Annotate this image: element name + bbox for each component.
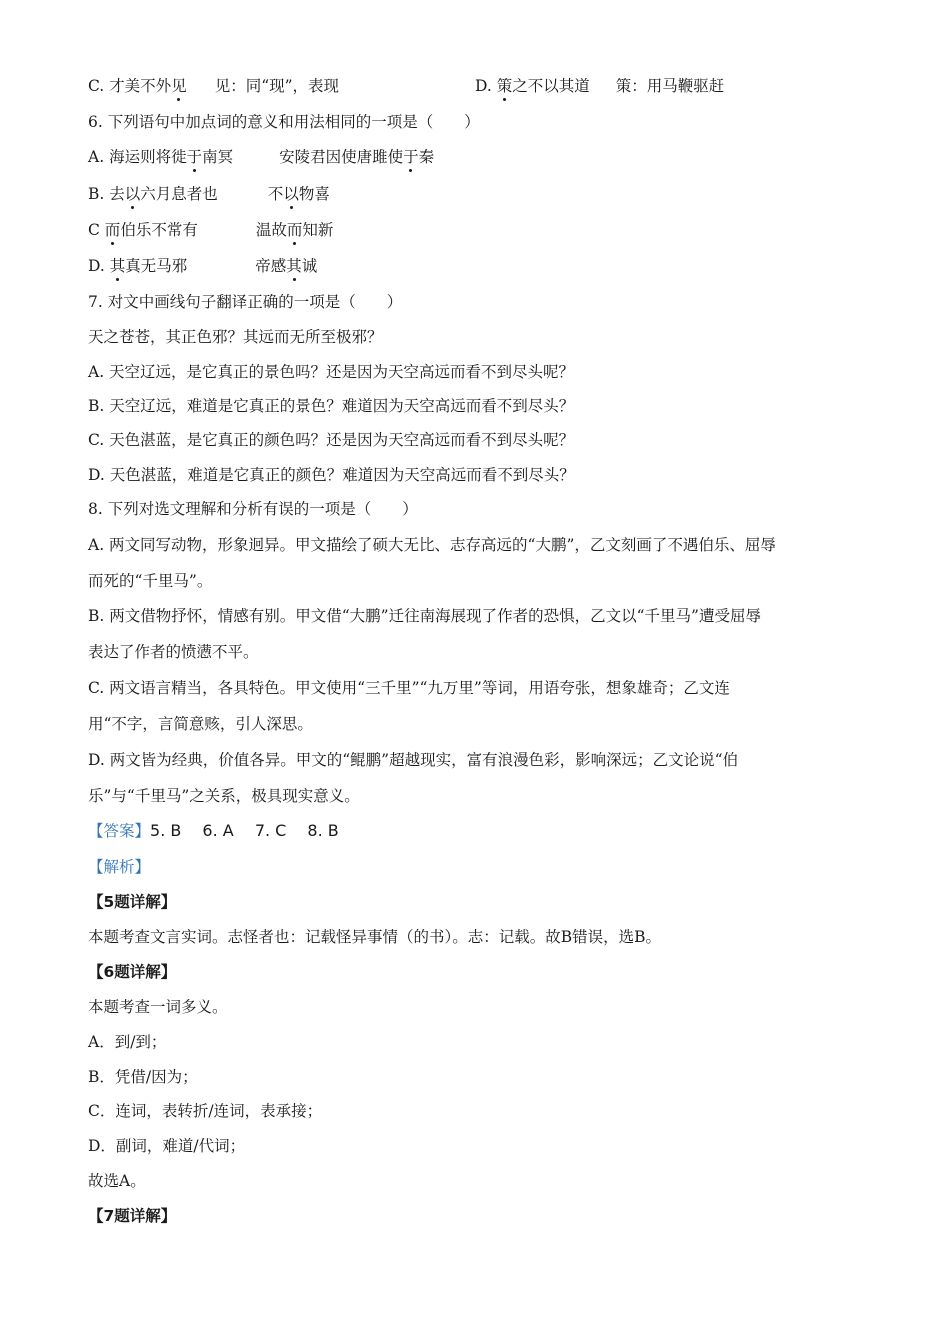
q5-d-dotted: 策 bbox=[496, 77, 513, 95]
q6-b-s1-pre: 去 bbox=[109, 185, 125, 203]
q6-option-a bbox=[88, 146, 434, 168]
q8-option-d-line1: D. 两文皆为经典，价值各异。甲文的“鲲鹏”超越现实，富有浪漫色彩，影响深远；乙文论说“伯 bbox=[88, 751, 739, 769]
q6-c-label: C bbox=[88, 221, 105, 239]
q5-d-rest: 之不以其道 bbox=[512, 77, 590, 95]
q6-detail-conclusion: 故选A。 bbox=[88, 1172, 146, 1190]
answer-text: 5. B 6. A 7. C 8. B bbox=[150, 821, 339, 840]
q7-option-b: B. 天空辽远，难道是它真正的景色？难道因为天空高远而看不到尽头？ bbox=[88, 397, 575, 415]
q6-d-s1-post: 真无马邪 bbox=[125, 257, 188, 275]
answer-label: 【答案】 bbox=[88, 822, 151, 840]
q6-option-d bbox=[88, 255, 317, 277]
q6-detail-a: A．到/到； bbox=[88, 1033, 167, 1051]
q6-a-s1-pre: 海运则将徙 bbox=[109, 148, 187, 166]
q6-b-s2-dot: 以 bbox=[283, 185, 299, 203]
q7-option-d: D. 天色湛蓝，难道是它真正的颜色？难道因为天空高远而看不到尽头？ bbox=[88, 466, 575, 484]
q6-b-s1-post: 六月息者也 bbox=[140, 185, 218, 203]
answer-line bbox=[88, 820, 339, 842]
q7-option-a: A. 天空辽远，是它真正的景色吗？还是因为天空高远而看不到尽头呢？ bbox=[88, 363, 575, 381]
q5-d-gloss: 策：用马鞭驱赶 bbox=[615, 77, 725, 95]
q6-a-s2-pre: 安陵君因使唐雎使 bbox=[279, 148, 404, 166]
q6-option-c bbox=[88, 219, 333, 241]
q6-stem: 6. 下列语句中加点词的意义和用法相同的一项是（ ） bbox=[88, 113, 480, 131]
q6-c-s2-pre: 温故 bbox=[255, 221, 287, 239]
q8-option-b-line1: B. 两文借物抒怀，情感有别。甲文借“大鹏”迁往南海展现了作者的恐惧，乙文以“千里马”遭受屈辱 bbox=[88, 607, 761, 625]
q6-c-s2-post: 知新 bbox=[302, 221, 334, 239]
q5-detail-heading: 【5题详解】 bbox=[88, 893, 177, 911]
q7-sentence: 天之苍苍，其正色邪？其远而无所至极邪？ bbox=[88, 328, 383, 346]
q6-b-s1-dot: 以 bbox=[124, 185, 141, 203]
q7-stem: 7. 对文中画线句子翻译正确的一项是（ ） bbox=[88, 293, 403, 311]
q5-detail-text: 本题考查文言实词。志怪者也：记载怪异事情（的书）。志：记载。故B错误，选B。 bbox=[88, 928, 662, 946]
q6-d-s2-pre: 帝感 bbox=[255, 257, 287, 275]
q8-option-d-line2: 乐”与“千里马”之关系，极具现实意义。 bbox=[88, 787, 360, 805]
q5-c-gloss: 见：同“现”，表现 bbox=[214, 77, 340, 95]
q5-d-prefix: D. bbox=[475, 77, 497, 95]
q7-detail-heading: 【7题详解】 bbox=[88, 1207, 177, 1225]
q5-option-c bbox=[88, 75, 725, 97]
q6-a-s2-post: 秦 bbox=[418, 148, 435, 166]
q6-detail-d: D．副词，难道/代词； bbox=[88, 1137, 246, 1155]
q6-d-s1-dot: 其 bbox=[109, 257, 126, 275]
q6-a-s2-dot: 于 bbox=[403, 148, 419, 166]
q5-option-d bbox=[475, 75, 724, 97]
q8-option-b-line2: 表达了作者的愤懑不平。 bbox=[88, 643, 259, 661]
q6-c-s2-dot: 而 bbox=[286, 221, 303, 239]
q6-a-s1-post: 南冥 bbox=[202, 148, 234, 166]
q6-detail-b: B．凭借/因为； bbox=[88, 1068, 198, 1086]
q8-stem: 8. 下列对选文理解和分析有误的一项是（ ） bbox=[88, 500, 418, 518]
q8-option-a-line1: A. 两文同写动物，形象迥异。甲文描绘了硕大无比、志存高远的“大鹏”，乙文刻画了不遇伯乐、屈辱 bbox=[88, 536, 776, 554]
q5-c-prefix: C. 才美不外 bbox=[88, 77, 172, 95]
q6-c-s1-post: 伯乐不常有 bbox=[120, 221, 198, 239]
q6-d-s2-dot: 其 bbox=[286, 257, 302, 275]
q8-option-c-line2: 用“不字，言简意赅，引人深思。 bbox=[88, 715, 313, 733]
q6-a-label: A. bbox=[88, 148, 110, 166]
q6-b-s2-post: 物喜 bbox=[298, 185, 330, 203]
q8-option-a-line2: 而死的“千里马”。 bbox=[88, 572, 213, 590]
q6-detail-c: C．连词，表转折/连词，表承接； bbox=[88, 1102, 323, 1120]
q6-b-label: B. bbox=[88, 185, 110, 203]
q6-d-label: D. bbox=[88, 257, 110, 275]
q7-option-c: C. 天色湛蓝，是它真正的颜色吗？还是因为天空高远而看不到尽头呢？ bbox=[88, 431, 575, 449]
q6-a-s1-dot: 于 bbox=[186, 148, 203, 166]
q6-c-s1-dot: 而 bbox=[104, 221, 121, 239]
analysis-label: 【解析】 bbox=[88, 858, 151, 876]
q8-option-c-line1: C. 两文语言精当，各具特色。甲文使用“三千里”“九万里”等词，用语夸张，想象雄奇；乙文连 bbox=[88, 679, 730, 697]
q6-detail-heading: 【6题详解】 bbox=[88, 963, 177, 981]
q6-option-b bbox=[88, 183, 330, 205]
q5-c-dotted: 见 bbox=[171, 77, 187, 95]
q6-detail-intro: 本题考查一词多义。 bbox=[88, 998, 228, 1016]
q6-d-s2-post: 诚 bbox=[301, 257, 318, 275]
q6-b-s2-pre: 不 bbox=[267, 185, 284, 203]
